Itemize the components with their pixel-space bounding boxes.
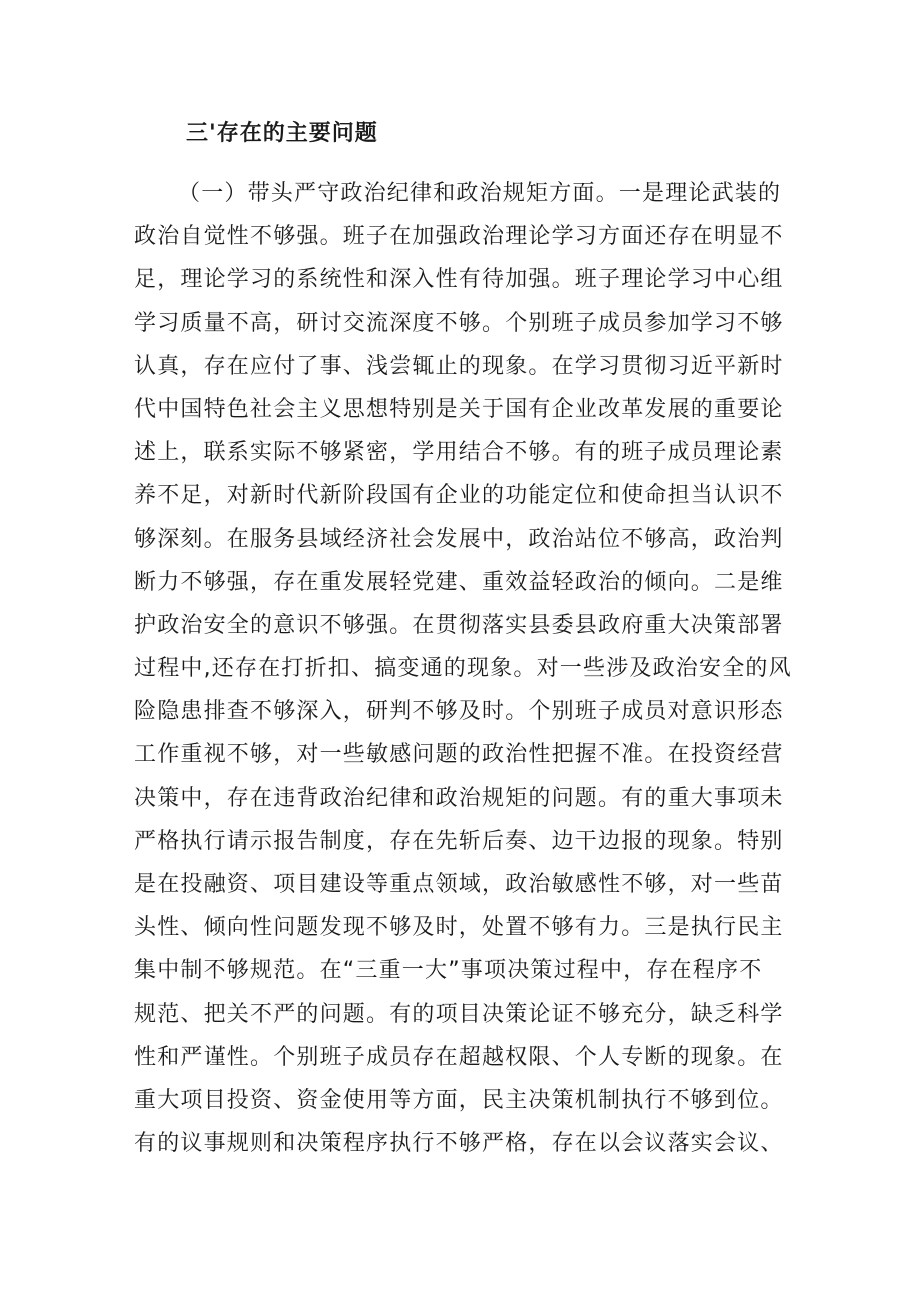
text-line: 重大项目投资、资金使用等方面，民主决策机制执行不够到位。 [134,1087,784,1113]
text-line: 严格执行请示报告制度，存在先斩后奏、边干边报的现象。特别 [134,828,784,854]
text-line: 代中国特色社会主义思想特别是关于国有企业改革发展的重要论 [134,396,784,422]
text-line: 足，理论学习的系统性和深入性有待加强。班子理论学习中心组 [134,267,784,293]
text-line: 护政治安全的意识不够强。在贯彻落实县委县政府重大决策部署 [134,612,784,638]
text-line: 述上，联系实际不够紧密，学用结合不够。有的班子成员理论素 [134,440,784,466]
text-line: 有的议事规则和决策程序执行不够严格，存在以会议落实会议、 [134,1131,784,1157]
text-line: 是在投融资、项目建设等重点领域，政治敏感性不够，对一些苗 [134,872,784,897]
text-line: 决策中，存在违背政治纪律和政治规矩的问题。有的重大事项未 [134,785,784,811]
text-line: （一）带头严守政治纪律和政治规矩方面。一是理论武装的 [178,181,782,206]
text-line: 养不足，对新时代新阶段国有企业的功能定位和使命担当认识不 [134,483,784,509]
body-text [134,172,794,1165]
text-line: 断力不够强，存在重发展轻党建、重效益轻政治的倾向。二是维 [134,569,784,595]
text-line: 过程中,还存在打折扣、搞变通的现象。对一些涉及政治安全的风 [134,656,792,682]
text-line: 规范、把关不严的问题。有的项目决策论证不够充分，缺乏科学 [134,1001,784,1027]
text-line: 性和严谨性。个别班子成员存在超越权限、个人专断的现象。在 [134,1044,784,1070]
section-heading: 三'存在的主要问题 [186,121,378,146]
text-line: 政治自觉性不够强。班子在加强政治理论学习方面还存在明显不 [134,224,784,250]
text-line: 认真，存在应付了事、浅尝辄止的现象。在学习贯彻习近平新时 [134,353,784,379]
text-line: 险隐患排查不够深入，研判不够及时。个别班子成员对意识形态 [134,699,784,725]
text-line: 够深刻。在服务县域经济社会发展中，政治站位不够高，政治判 [134,526,784,552]
text-line: 学习质量不高，研讨交流深度不够。个别班子成员参加学习不够 [134,310,784,336]
text-line: 工作重视不够，对一些敏感问题的政治性把握不准。在投资经营 [134,742,784,768]
text-line: 头性、倾向性问题发现不够及时，处置不够有力。三是执行民主 [134,915,784,941]
text-line: 集中制不够规范。在“三重一大”事项决策过程中，存在程序不 [134,958,763,984]
